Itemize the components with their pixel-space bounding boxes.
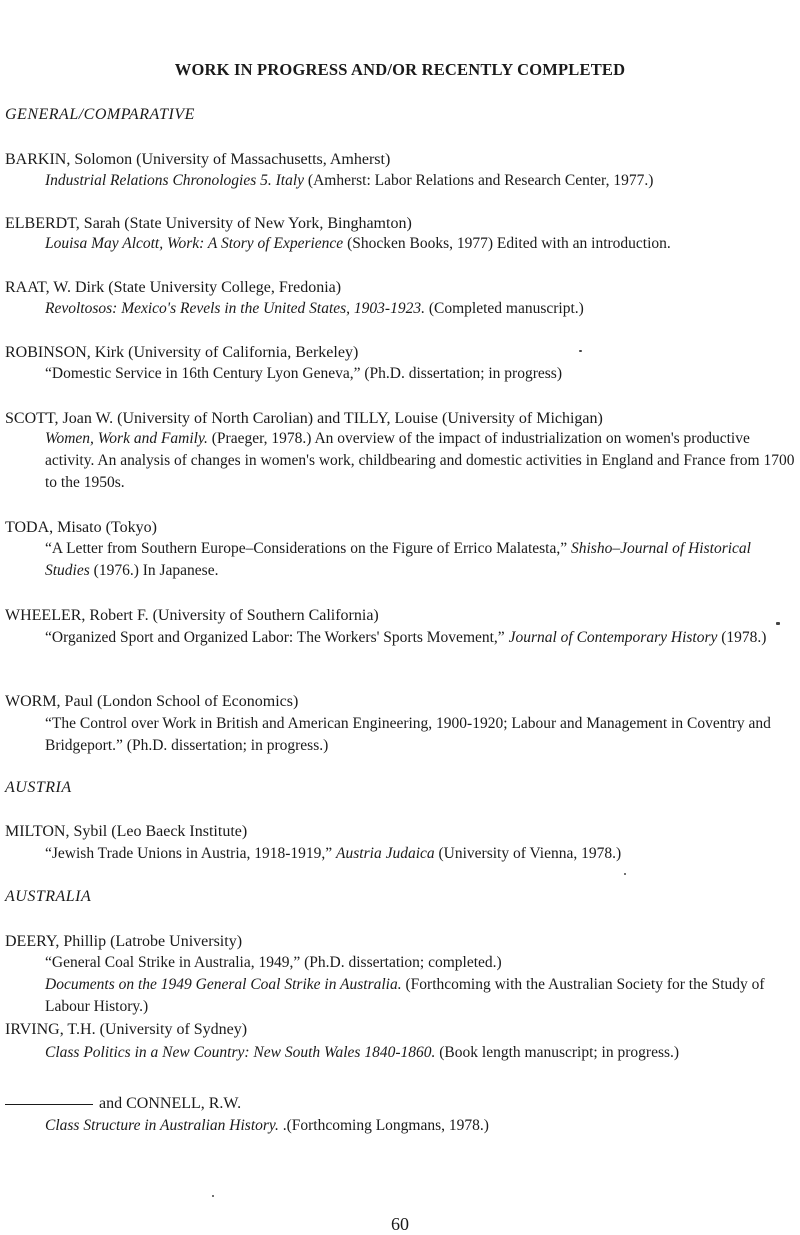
entry-work-irving: Class Politics in a New Country: New South Wales 1840-1860. (Book length manuscript; in progress.) — [45, 1044, 680, 1061]
entry-work-barkin: Industrial Relations Chronologies 5. Italy (Amherst: Labor Relations and Research Center, 1977.) — [45, 172, 654, 189]
entry-work-elberdt: Louisa May Alcott, Work: A Story of Experience (Shocken Books, 1977) Edited with an introduction. — [45, 235, 671, 252]
section-heading-austria: AUSTRIA — [5, 779, 72, 796]
entry-author-scott: SCOTT, Joan W. (University of North Carolian) and TILLY, Louise (University of Michigan) — [5, 410, 603, 427]
entry-work-deery — [45, 952, 796, 1018]
section-heading-australia: AUSTRALIA — [5, 888, 92, 905]
entry-work-wheeler: “Organized Sport and Organized Labor: The Workers' Sports Movement,” Journal of Contemporary History (1978.) — [45, 629, 767, 646]
entry-work-scott: Women, Work and Family. (Praeger, 1978.) An overview of the impact of industrialization on women's productive activity. An analysis of changes in women's work, childbearing and domestic activities in England and France from 1700 to the 1950s. — [45, 430, 795, 491]
entry-work-raat: Revoltosos: Mexico's Revels in the United States, 1903-1923. (Completed manuscript.) — [45, 300, 584, 317]
print-speck — [579, 350, 582, 352]
entry-work-robinson: “Domestic Service in 16th Century Lyon Geneva,” (Ph.D. dissertation; in progress) — [45, 365, 562, 382]
entry-work-worm: “The Control over Work in British and American Engineering, 1900-1920; Labour and Management in Coventry and Bridgeport.” (Ph.D. dissertation; in progress.) — [45, 715, 771, 754]
entry-author-elberdt: ELBERDT, Sarah (State University of New York, Binghamton) — [5, 215, 412, 232]
entry-work-milton: “Jewish Trade Unions in Austria, 1918-1919,” Austria Judaica (University of Vienna, 1978.) — [45, 845, 622, 862]
entry-author-milton: MILTON, Sybil (Leo Baeck Institute) — [5, 823, 248, 840]
print-speck — [624, 873, 626, 875]
page-number: 60 — [391, 1214, 409, 1234]
entry-author-barkin: BARKIN, Solomon (University of Massachusetts, Amherst) — [5, 151, 391, 168]
entry-author-connell-text: and CONNELL, R.W. — [99, 1095, 242, 1112]
section-heading-general: GENERAL/COMPARATIVE — [5, 106, 195, 123]
entry-work-deery-2: Documents on the 1949 General Coal Strike in Australia. (Forthcoming with the Australian Society for the Study of Labour History.) — [45, 976, 765, 1015]
print-speck — [776, 622, 780, 625]
entry-author-wheeler: WHEELER, Robert F. (University of Southern California) — [5, 607, 379, 624]
entry-author-irving: IRVING, T.H. (University of Sydney) — [5, 1021, 248, 1038]
entry-work-connell: Class Structure in Australian History. .(Forthcoming Longmans, 1978.) — [45, 1117, 489, 1134]
page-title: WORK IN PROGRESS AND/OR RECENTLY COMPLETED — [174, 60, 626, 79]
entry-work-toda: “A Letter from Southern Europe–Considerations on the Figure of Errico Malatesta,” Shisho–Journal of Historical Studies (1976.) In Japanese. — [45, 540, 751, 579]
ditto-rule — [5, 1104, 93, 1105]
entry-author-toda: TODA, Misato (Tokyo) — [5, 519, 157, 536]
entry-author-deery: DEERY, Phillip (Latrobe University) — [5, 933, 243, 950]
print-speck — [212, 1195, 214, 1197]
entry-work-deery-1: “General Coal Strike in Australia, 1949,” (Ph.D. dissertation; completed.) — [45, 954, 502, 971]
entry-author-raat: RAAT, W. Dirk (State University College, Fredonia) — [5, 279, 342, 296]
entry-author-robinson: ROBINSON, Kirk (University of California, Berkeley) — [5, 344, 359, 361]
entry-author-connell — [5, 1095, 796, 1113]
entry-author-worm: WORM, Paul (London School of Economics) — [5, 693, 299, 710]
